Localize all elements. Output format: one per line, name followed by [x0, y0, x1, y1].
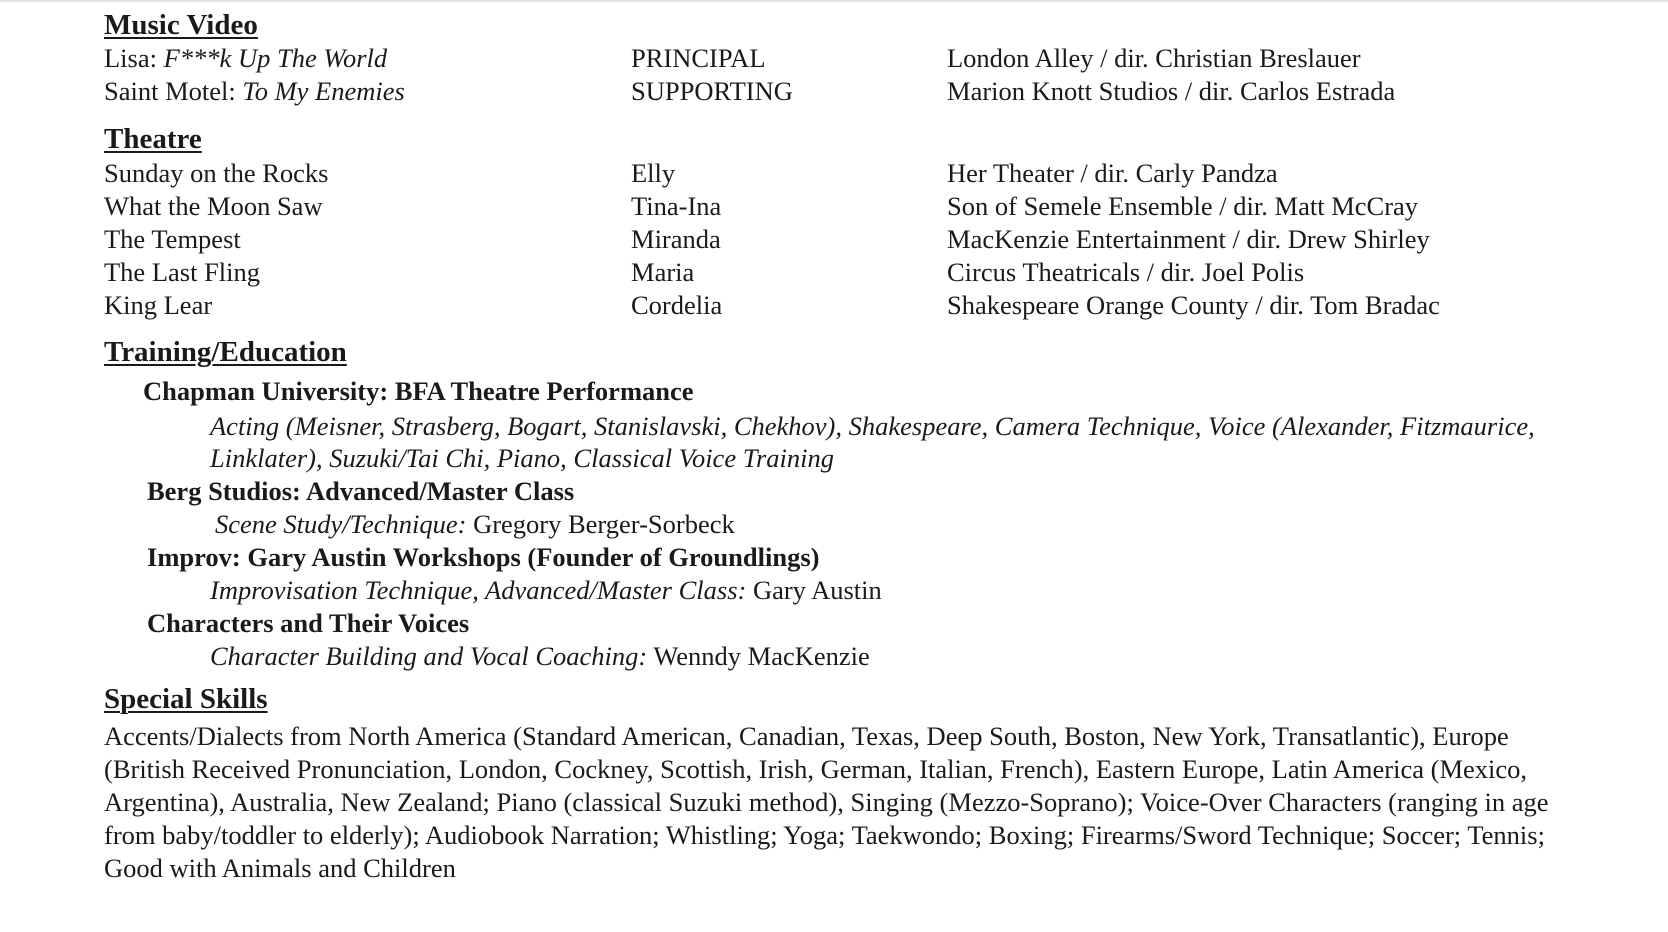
chapman-curriculum-line: Linklater), Suzuki/Tai Chi, Piano, Classical Voice Training	[210, 443, 835, 473]
class-subject: Scene Study/Technique:	[215, 509, 467, 539]
play-title: What the Moon Saw	[104, 191, 323, 221]
skills-line: from baby/toddler to elderly); Audiobook Narration; Whistling; Yoga; Taekwondo; Boxing; Firearms/Sword Technique; Soccer; Tennis;	[104, 820, 1545, 850]
role: Cordelia	[631, 290, 723, 320]
music-video-row	[0, 45, 1668, 78]
play-title: Sunday on the Rocks	[104, 158, 329, 188]
video-title: F***k Up The World	[163, 43, 388, 73]
page-top-edge	[0, 0, 1668, 3]
teacher-name: Gregory Berger-Sorbeck	[466, 509, 735, 539]
school-berg-studios: Berg Studios: Advanced/Master Class	[147, 476, 575, 506]
artist-name: Saint Motel:	[104, 76, 243, 106]
company-director: London Alley / dir. Christian Breslauer	[947, 43, 1361, 73]
play-title: The Last Fling	[104, 257, 261, 287]
theatre-row	[0, 259, 1668, 292]
skills-line: (British Received Pronunciation, London, Cockney, Scottish, Irish, German, Italian, French), Eastern Europe, Latin America (Mexico,	[104, 754, 1528, 784]
music-video-title-cell	[104, 78, 405, 105]
berg-detail	[215, 511, 735, 538]
teacher-name: Gary Austin	[746, 575, 882, 605]
role: Maria	[631, 257, 695, 287]
school-improv: Improv: Gary Austin Workshops (Founder of Groundlings)	[147, 542, 820, 572]
characters-detail	[210, 643, 870, 670]
class-subject: Improvisation Technique, Advanced/Master Class:	[210, 575, 747, 605]
company-director: Her Theater / dir. Carly Pandza	[947, 158, 1278, 188]
role: Elly	[631, 158, 676, 188]
class-subject: Character Building and Vocal Coaching:	[210, 641, 648, 671]
theatre-row	[0, 193, 1668, 226]
school-chapman: Chapman University: BFA Theatre Performance	[143, 376, 694, 406]
music-video-title-cell	[104, 45, 387, 72]
chapman-curriculum-line: Acting (Meisner, Strasberg, Bogart, Stanislavski, Chekhov), Shakespeare, Camera Technique, Voice (Alexander, Fitzmaurice,	[210, 411, 1535, 441]
theatre-row	[0, 292, 1668, 325]
video-title: To My Enemies	[242, 76, 405, 106]
role: Miranda	[631, 224, 721, 254]
training-heading: Training/Education	[104, 336, 347, 368]
artist-name: Lisa:	[104, 43, 164, 73]
skills-line: Good with Animals and Children	[104, 853, 456, 883]
company-director: Marion Knott Studios / dir. Carlos Estrada	[947, 76, 1396, 106]
skills-line: Accents/Dialects from North America (Standard American, Canadian, Texas, Deep South, Boston, New York, Transatlantic), Europe	[104, 721, 1509, 751]
company-director: Circus Theatricals / dir. Joel Polis	[947, 257, 1305, 287]
theatre-row	[0, 226, 1668, 259]
company-director: MacKenzie Entertainment / dir. Drew Shirley	[947, 224, 1430, 254]
theatre-row	[0, 160, 1668, 193]
role: SUPPORTING	[631, 76, 793, 106]
school-characters-voices: Characters and Their Voices	[147, 608, 470, 638]
special-skills-paragraph	[104, 720, 1644, 885]
role: PRINCIPAL	[631, 43, 766, 73]
company-director: Son of Semele Ensemble / dir. Matt McCray	[947, 191, 1419, 221]
teacher-name: Wenndy MacKenzie	[647, 641, 870, 671]
improv-detail	[210, 577, 882, 604]
music-video-heading: Music Video	[104, 9, 258, 41]
music-video-row	[0, 78, 1668, 111]
special-skills-heading: Special Skills	[104, 683, 268, 715]
play-title: King Lear	[104, 290, 213, 320]
theatre-heading: Theatre	[104, 123, 202, 155]
play-title: The Tempest	[104, 224, 241, 254]
company-director: Shakespeare Orange County / dir. Tom Bradac	[947, 290, 1440, 320]
role: Tina-Ina	[631, 191, 722, 221]
skills-line: Argentina), Australia, New Zealand; Piano (classical Suzuki method), Singing (Mezzo-Soprano); Voice-Over Characters (ranging in age	[104, 787, 1549, 817]
